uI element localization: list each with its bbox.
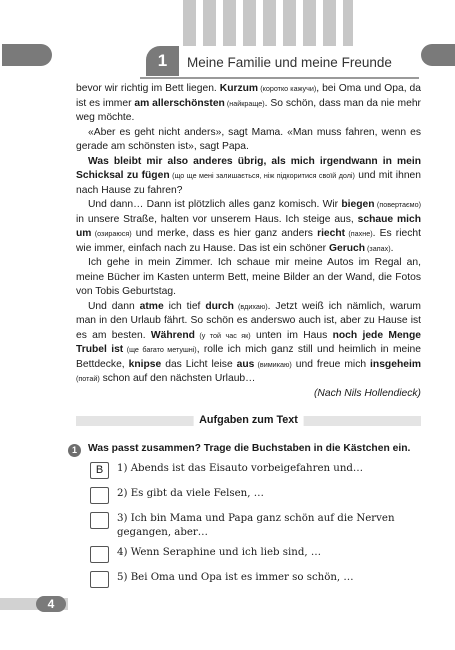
item-text: 3) Ich bin Mama und Papa ganz schön auf die Nerven gegangen, aber… [117,513,395,538]
item-text: 2) Es gibt da viele Felsen, … [117,488,264,499]
paragraph: Ich gehe in mein Zimmer. Ich schaue mir meine Autos im Regal an, meine Bücher im Kasten unterm Bett, meine Bilder an der Wand, die Fotos von Tobis Geburtstag. [76,257,421,297]
exercise-item [90,462,410,479]
header-right-tab [421,44,455,66]
answer-box[interactable] [90,487,109,504]
answer-box[interactable] [90,546,109,563]
paragraph: Und dann atme ich tief durch (вдихаю). Jetzt weiß ich nämlich, warum man in den Urlaub fährt. So schön es anderswo auch ist, aber zu Hause ist es am besten. Während (у той час як) unten im Haus noch jede Menge Trubel ist (ще багато метушні), rolle ich mich ganz still und heimlich in meine Bettdecke, knipse das Licht leise aus (вимикаю) und freue mich insgeheim (потай) schon auf den nächsten Urlaub… [76,300,421,384]
exercise-items [90,462,410,596]
item-text: 1) Abends ist das Eisauto vorbeigefahren und… [117,463,364,474]
exercise-item [90,571,410,588]
item-text: 5) Bei Oma und Opa ist es immer so schön, … [117,572,354,583]
section-title: Aufgaben zum Text [193,412,304,429]
answer-box[interactable] [90,512,109,529]
paragraph: Was bleibt mir also anderes übrig, als mich irgendwann in mein Schicksal zu fügen (що ще мені залишається, ніж підкоритися своїй долі) und mit ihnen nach Hause zu fahren? [76,155,421,196]
instruction-text: Was passt zusammen? Trage die Buchstaben in die Kästchen ein. [88,443,411,454]
paragraph: «Aber es geht nicht anders», sagt Mama. «Man muss fahren, wenn es gerade am schönsten ist», sagt Papa. [76,126,421,152]
header-left-tab [2,44,52,66]
exercise-instruction [68,443,410,457]
exercise-item [90,546,410,563]
chapter-number: 1 [146,46,179,76]
header-rule [140,77,419,79]
chapter-title: Meine Familie und meine Freunde [187,55,392,70]
page-number: 4 [36,596,66,612]
paragraph: Und dann… Dann ist plötzlich alles ganz komisch. Wir biegen (повертаємо) in unsere Straße, halten vor unserem Haus. Ich steige aus, schaue mich um (озираюся) und merke, dass es hier ganz anders riecht (пахне). Es riecht wie immer, einfach nach zu Hause. Das ist ein schöner Geruch (запах). [76,199,421,254]
answer-box[interactable]: B [90,462,109,479]
story-text [76,82,421,401]
exercise-item [90,512,410,540]
header-stripes [183,0,353,46]
answer-box[interactable] [90,571,109,588]
item-text: 4) Wenn Seraphine und ich lieb sind, … [117,547,322,558]
paragraph: bevor wir richtig im Bett liegen. Kurzum (коротко кажучи), bei Oma und Opa, da ist es immer am allerschönsten (найкраще). So schön, dass man da nie mehr weg möchte. [76,83,421,123]
section-band [76,412,421,429]
exercise-number-icon: 1 [68,444,81,457]
exercise-item [90,487,410,504]
source-citation: (Nach Nils Hollendieck) [313,387,421,399]
